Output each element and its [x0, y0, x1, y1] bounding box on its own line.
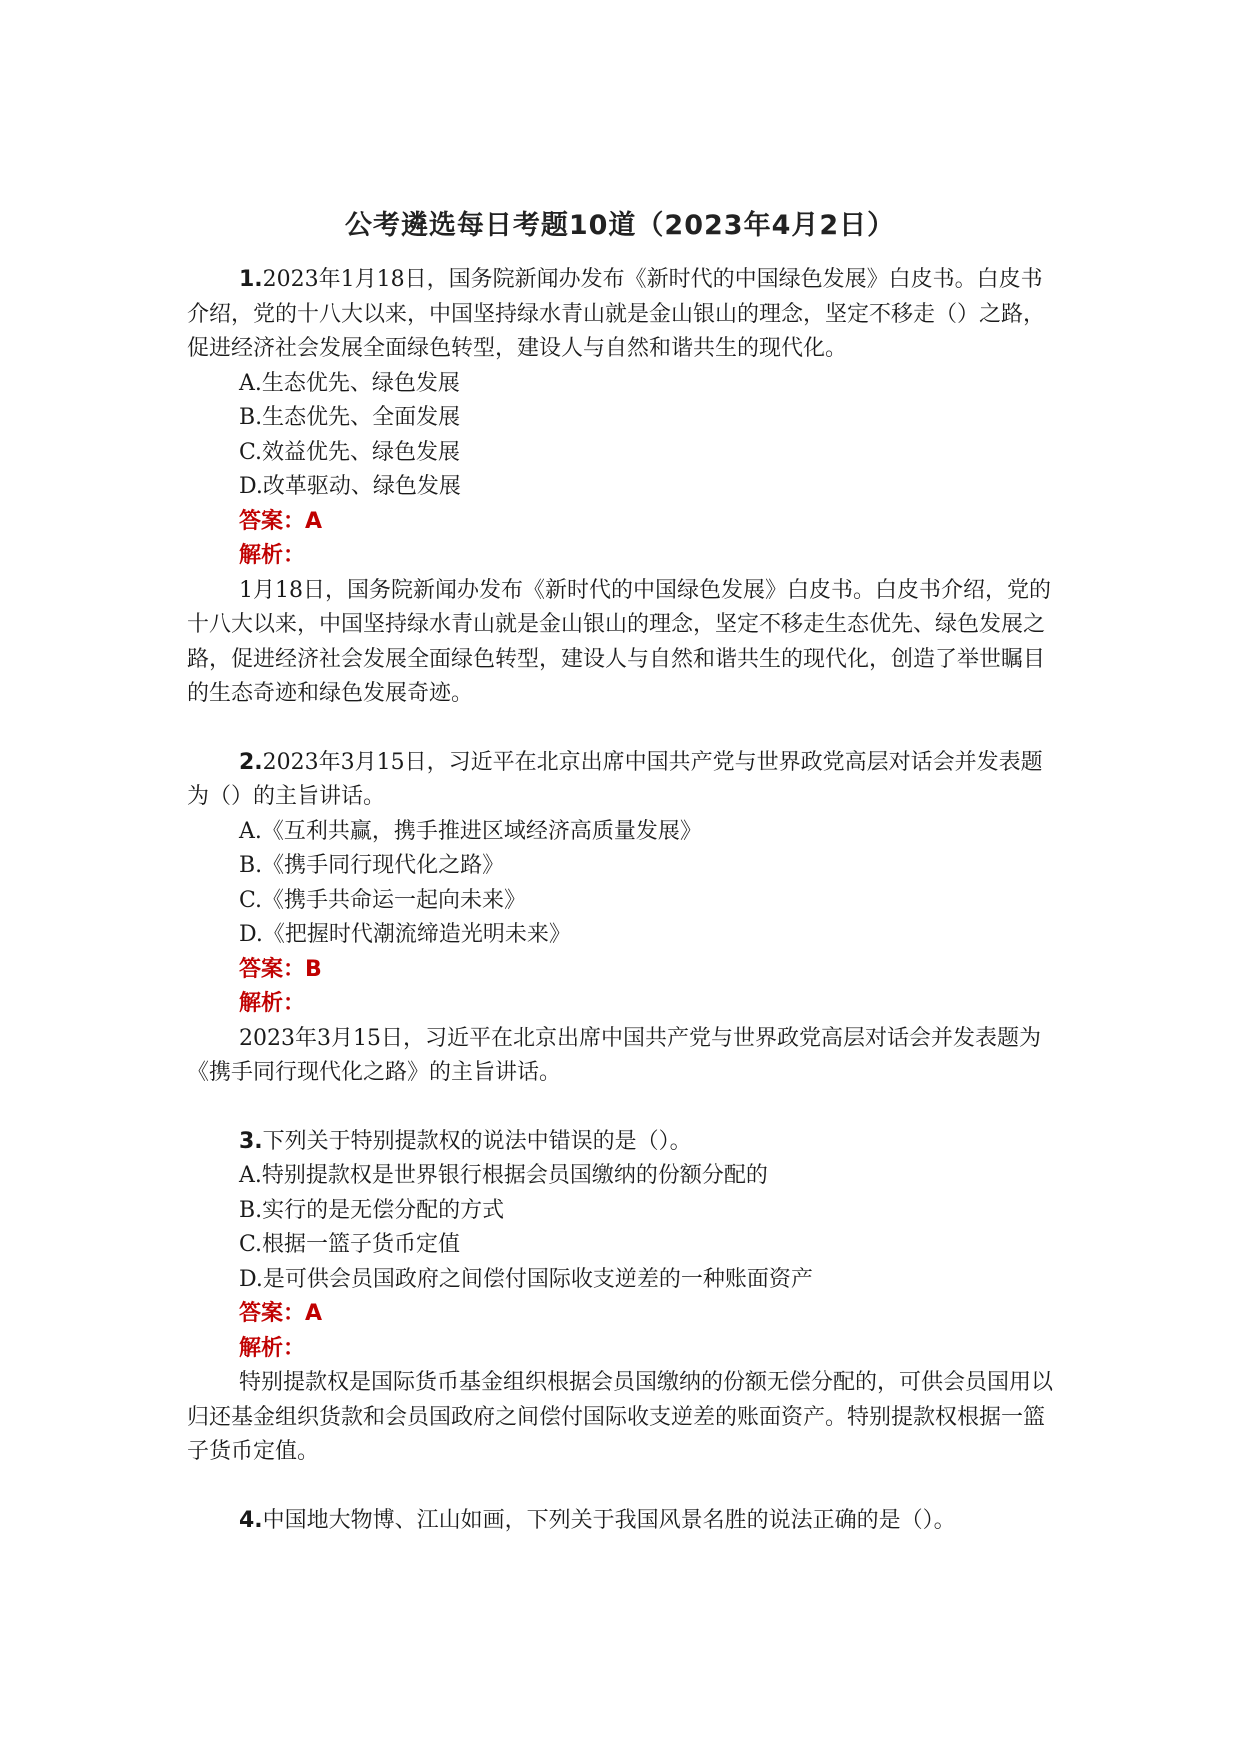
option-d: D.《把握时代潮流缔造光明未来》: [239, 922, 571, 947]
option-b: B.《携手同行现代化之路》: [239, 853, 505, 878]
question-text: 中国地大物博、江山如画，下列关于我国风景名胜的说法正确的是（）。: [262, 1507, 956, 1533]
option-d: D.是可供会员国政府之间偿付国际收支逆差的一种账面资产: [239, 1266, 813, 1292]
spacer: [187, 1470, 1053, 1504]
question-stem: [187, 746, 1053, 815]
option-b: B.实行的是无偿分配的方式: [239, 1197, 505, 1223]
option-c: C.效益优先、绿色发展: [239, 439, 461, 465]
question-stem: [187, 1504, 1053, 1539]
question-number: 2.: [239, 749, 263, 775]
answer-label: 答案：B: [239, 956, 322, 982]
option-d: D.改革驱动、绿色发展: [239, 474, 461, 499]
analysis-label: 解析：: [239, 1335, 306, 1361]
document-title: 公考遴选每日考题10道（2023年4月2日）: [344, 210, 896, 241]
analysis-text: 1月18日，国务院新闻办发布《新时代的中国绿色发展》白皮书。白皮书介绍，党的十八大以来，中国坚持绿水青山就是金山银山的理念，坚定不移走生态优先、绿色发展之路，促进经济社会发展全面绿色转型，建设人与自然和谐共生的现代化，创造了举世瞩目的生态奇迹和绿色发展奇迹。: [187, 577, 1051, 706]
answer-label: 答案：A: [239, 1301, 323, 1326]
analysis-text: 2023年3月15日，习近平在北京出席中国共产党与世界政党高层对话会并发表题为《携手同行现代化之路》的主旨讲话。: [187, 1025, 1041, 1085]
option-c: C.根据一篮子货币定值: [239, 1232, 461, 1257]
spacer: [187, 712, 1053, 746]
question-number: 3.: [239, 1128, 263, 1154]
answer-label: 答案：A: [239, 508, 323, 534]
analysis-label: 解析：: [239, 543, 306, 568]
option-a: A.生态优先、绿色发展: [239, 370, 460, 396]
question-1: [187, 263, 1053, 712]
question-text: 2023年3月15日，习近平在北京出席中国共产党与世界政党高层对话会并发表题为（）的主旨讲话。: [187, 749, 1043, 809]
question-number: 4.: [239, 1507, 263, 1533]
option-b: B.生态优先、全面发展: [239, 405, 461, 430]
question-4: [187, 1504, 1053, 1539]
document-body: [187, 263, 1053, 1538]
question-2: [187, 746, 1053, 1091]
question-text: 2023年1月18日，国务院新闻办发布《新时代的中国绿色发展》白皮书。白皮书介绍，党的十八大以来，中国坚持绿水青山就是金山银山的理念，坚定不移走（）之路，促进经济社会发展全面绿色转型，建设人与自然和谐共生的现代化。: [187, 267, 1046, 361]
option-a: A.特别提款权是世界银行根据会员国缴纳的份额分配的: [239, 1163, 768, 1188]
option-a: A.《互利共赢，携手推进区域经济高质量发展》: [239, 818, 702, 844]
question-stem: [187, 263, 1053, 367]
question-text: 下列关于特别提款权的说法中错误的是（）。: [262, 1128, 692, 1154]
analysis-label: 解析：: [239, 991, 306, 1016]
spacer: [187, 1091, 1053, 1125]
question-number: 1.: [239, 267, 263, 292]
analysis-text: 特别提款权是国际货币基金组织根据会员国缴纳的份额无偿分配的，可供会员国用以归还基金组织货款和会员国政府之间偿付国际收支逆差的账面资产。特别提款权根据一篮子货币定值。: [187, 1370, 1054, 1464]
question-stem: [187, 1125, 1053, 1160]
question-3: [187, 1125, 1053, 1470]
option-c: C.《携手共命运一起向未来》: [239, 887, 527, 913]
